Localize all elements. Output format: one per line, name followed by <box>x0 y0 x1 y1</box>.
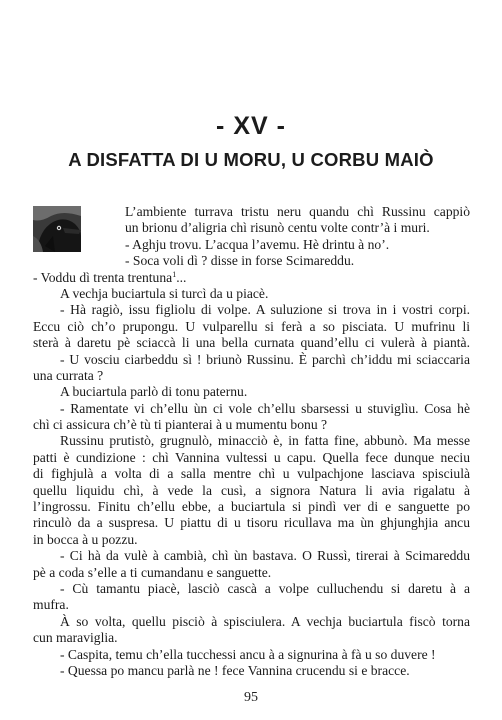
text-line: - Soca voli dì ? disse in forse Scimareddu. <box>125 253 355 269</box>
text-line: Eccu ciò ch’o prupongu. U vulparellu si ferà a so pisciata. U mufrinu li <box>33 318 470 334</box>
text-line: l’ingrossu. Finitu ch’ellu ebbe, a buciartula si pindì ver di e sanguette po <box>33 499 470 515</box>
text-line: una currata ? <box>33 367 104 383</box>
chapter-title: A DISFATTA DI U MORU, U CORBU MAIÒ <box>68 149 434 170</box>
text-line: rinculò da a suspresa. U piattu di u tisoru ricullava ma ùn ghjunghjia ancu <box>33 515 470 531</box>
text-line: chì ci assicura ch’è tù ti pianterai à u mumentu bonu ? <box>33 417 328 433</box>
text-line: - Ramentate vi ch’ellu ùn ci vole ch’ellu sbarsessi u stuviglìu. Cosa hè <box>60 400 470 416</box>
text-line: L’ambiente turrava tristu neru quandu chì Russinu cappiò <box>125 204 470 219</box>
text-line: sterà à daretu pè sciaccà li una bella curnata quand’ellu ci vulerà à piantà. <box>33 335 470 351</box>
text-line: cun maraviglia. <box>33 630 118 646</box>
text-segment: - Voddu dì trenta trentuna <box>33 269 173 285</box>
text-line: À so volta, quellu pisciò à spisciulera. A vechja buciartula fiscò torna <box>60 613 470 629</box>
text-line: quellu liquidu chì, à vede la cusì, a signora Natura li avia rigalatu à <box>33 482 470 498</box>
text-line: mufra. <box>33 597 69 613</box>
text-line: A vechja buciartula si turcì da u piacè. <box>60 285 269 301</box>
text-line: - Ci hà da vulè à cambià, chì ùn bastava. O Russì, tirerai à Scimareddu <box>60 548 470 564</box>
text-line <box>33 270 470 286</box>
chapter-number: - XV - <box>216 112 286 140</box>
chapter-body <box>33 204 470 679</box>
page-number: 95 <box>244 690 258 705</box>
text-line: un brionu d’aligria chì risunò centu volte contr’à i muri. <box>125 220 430 236</box>
text-line: - Hà ragiò, issu figliolu di volpe. A suluzione si trova in i vostri corpi. <box>60 302 470 318</box>
text-segment: ... <box>176 269 187 285</box>
text-line: Russinu prutistò, grugnulò, minacciò è, in fatta fine, abbunò. Ma messe <box>60 433 470 449</box>
text-line: - Cù tamantu piacè, lasciò cascà a volpe culluchendu si daretu à a <box>60 580 470 596</box>
text-line: pè a coda s’elle a ti cumandanu e sanguette. <box>33 564 272 580</box>
text-line: A buciartula parlò di tonu paternu. <box>60 384 248 400</box>
text-line: patti è cundizione : chì Vannina vultessi u capu. Quella fece dunque neciu <box>33 449 470 465</box>
text-line: - U vosciu ciarbeddu sì ! briunò Russinu. È parchì ch’iddu mi sciaccaria <box>60 351 470 367</box>
text-line: - Quessa po mancu parlà ne ! fece Vannina crucendu si e bracce. <box>60 662 410 678</box>
text-line: - Aghju trovu. L’acqua l’avemu. Hè drintu à no’. <box>125 236 390 252</box>
footnote-mark: 1 <box>172 269 177 279</box>
text-line: - Caspita, temu ch’ella tucchessi ancu à a signurina à fà u so duvere ! <box>60 646 436 662</box>
text-line: di fighjulà a volta di a salla mentre chì u vulpachjone lasciava spisciulà <box>33 466 470 482</box>
text-line: in bocca à u pozzu. <box>33 531 138 547</box>
